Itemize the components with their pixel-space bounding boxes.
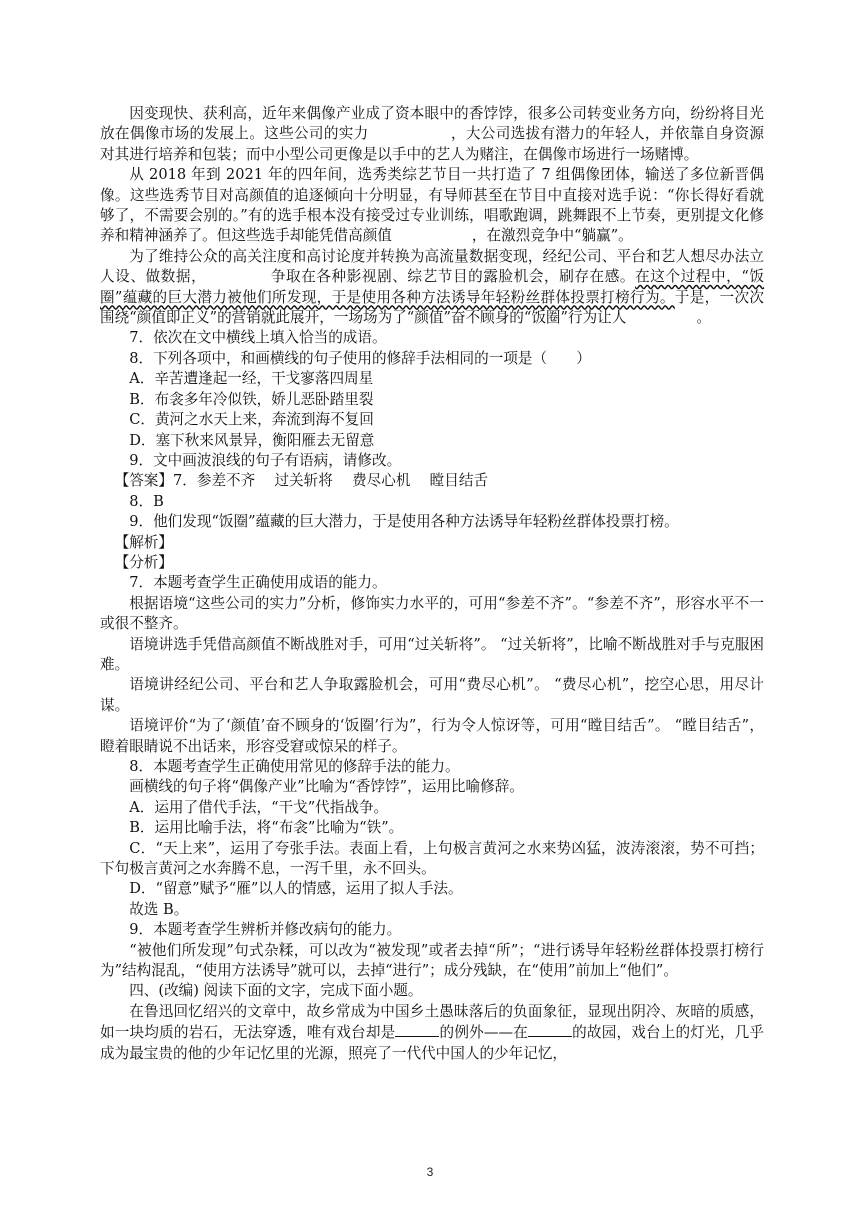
question-8-stem: 8．下列各项中，和画横线的句子使用的修辞手法相同的一项是（ ） bbox=[129, 349, 591, 367]
analysis-heading: 【解析】 bbox=[114, 533, 173, 551]
analysis-9-line-1: “被他们所发现”句式杂糅，可以改为“被发现”或者去掉“所”；“进行诱导年轻粉丝群体投票打榜行为”结构混乱，“使用方法诱导”就可以，去掉“进行”；成分残缺，在“使用”前加上“他们”。 bbox=[100, 941, 764, 980]
analysis-9-title: 9．本题考查学生辨析并修改病句的能力。 bbox=[129, 921, 402, 939]
answer-line-1: 【答案】7．参差不齐 过关斩将 费尽心机 瞠目结舌 bbox=[114, 472, 489, 490]
question-8-option-b: B．布衾多年冷似铁，娇儿恶卧踏里裂 bbox=[129, 390, 374, 408]
passage-paragraph-3: 为了维持公众的高关注度和高讨论度并转换为高流量数据变现，经纪公司、平台和艺人想尽办法立人设、做数据， 争取在各种影视剧、综艺节目的露脸机会，刷存在感。在这个过程中，“饭圈”蕴藏的巨大潜力被他们所发现，于是使用各种方法诱导年轻粉丝群体投票打榜行为。于是，一次次围绕“颜值即正义”的营销就此展开，一场场为了“颜值”奋不顾身的“饭圈”行为让人 。 bbox=[100, 247, 764, 327]
blank-5 bbox=[395, 1022, 439, 1037]
analysis-8-option-c: C．“天上来”，运用了夸张手法。表面上看，上句极言黄河之水来势凶猛，波涛滚滚，势不可挡；下句极言黄河之水奔腾不息，一泻千里，永不回头。 bbox=[100, 839, 764, 878]
analysis-7-line-2: 语境讲选手凭借高颜值不断战胜对手，可用“过关斩将”。 “过关斩将”，比喻不断战胜对手与克服困难。 bbox=[100, 635, 764, 673]
analysis-8-option-d: D．“留意”赋予“雁”以人的情感，运用了拟人手法。 bbox=[129, 880, 463, 898]
question-9: 9．文中画波浪线的句子有语病，请修改。 bbox=[129, 451, 402, 469]
analysis-7-line-1: 根据语境“这些公司的实力”分析，修饰实力水平的，可用“参差不齐”。“参差不齐”，形容水平不一或很不整齐。 bbox=[100, 594, 764, 633]
answer-line-2: 8．B bbox=[129, 492, 164, 510]
analysis-8-title: 8．本题考查学生正确使用常见的修辞手法的能力。 bbox=[129, 758, 460, 775]
passage-paragraph-2: 从 2018 年到 2021 年的四年间，选秀类综艺节目一共打造了 7 组偶像团体，输送了多位新晋偶像。这些选秀节目对高颜值的追逐倾向十分明显，有导师甚至在节目中直接对选手说：“你长得好看就够了，不需要会别的。”有的选手根本没有接受过专业训练，唱歌跑调，跳舞跟不上节奏，更别提文化修养和精神涵养了。但这些选手却能凭借高颜值 ，在激烈竞争中“躺赢”。 bbox=[100, 166, 764, 245]
answer-line-3: 9．他们发现“饭圈”蕴藏的巨大潜力，于是使用各种方法诱导年轻粉丝群体投票打榜。 bbox=[129, 513, 679, 531]
passage-paragraph-1: 因变现快、获利高，近年来偶像产业成了资本眼中的香饽饽，很多公司转变业务方向，纷纷将目光放在偶像市场的发展上。这些公司的实力 ，大公司选拔有潜力的年轻人，并依靠自身资源对其进行培养和包装；而中小型公司更像是以手中的艺人为赌注，在偶像市场进行一场赌博。 bbox=[100, 105, 764, 163]
blank-6 bbox=[528, 1022, 572, 1037]
wavy-sentence: 在这个过程中，“饭圈”蕴藏的巨大潜力被他们所发现，于是使用各种方法诱导年轻粉丝群体投票打榜行为。 bbox=[100, 268, 764, 306]
analysis-7-line-3: 语境讲经纪公司、平台和艺人争取露脸机会，可用“费尽心机”。 “费尽心机”，挖空心思，用尽计谋。 bbox=[100, 676, 764, 714]
section-4-passage: 在鲁迅回忆绍兴的文章中，故乡常成为中国乡土愚昧落后的负面象征，显现出阴冷、灰暗的质感，如一块均质的岩石，无法穿透，唯有戏台却是 的例外——在 的故园，戏台上的灯光，几乎成为最宝贵的他的少年记忆里的光源，照亮了一代代中国人的少年记忆， bbox=[100, 1002, 764, 1062]
question-8-option-d: D．塞下秋来风景异，衡阳雁去无留意 bbox=[129, 431, 375, 449]
analysis-8-option-b: B．运用比喻手法，将“布衾”比喻为“铁”。 bbox=[129, 819, 404, 837]
question-7: 7．依次在文中横线上填入恰当的成语。 bbox=[129, 329, 387, 347]
analysis-8-option-a: A．运用了借代手法，“干戈”代指战争。 bbox=[129, 798, 389, 816]
page-number: 3 bbox=[426, 1165, 434, 1179]
explanation-heading: 【分析】 bbox=[114, 553, 173, 571]
question-8-option-c: C．黄河之水天上来，奔流到海不复回 bbox=[129, 411, 374, 429]
section-4-title: 四、(改编) 阅读下面的文字，完成下面小题。 bbox=[129, 982, 423, 1000]
analysis-7-line-4: 语境评价“为了‘颜值’奋不顾身的‘饭圈’行为”，行为令人惊讶等，可用“瞠目结舌”。 “瞠目结舌”，瞪着眼睛说不出话来，形容受窘或惊呆的样子。 bbox=[100, 717, 764, 755]
analysis-8-line-1: 画横线的句子将“偶像产业”比喻为“香饽饽”，运用比喻修辞。 bbox=[129, 778, 524, 796]
page-content bbox=[100, 104, 764, 1064]
question-8-option-a: A．辛苦遭逢起一经，干戈寥落四周星 bbox=[129, 370, 374, 388]
analysis-7-title: 7．本题考查学生正确使用成语的能力。 bbox=[129, 574, 387, 592]
analysis-8-conclusion: 故选 B。 bbox=[129, 900, 189, 918]
